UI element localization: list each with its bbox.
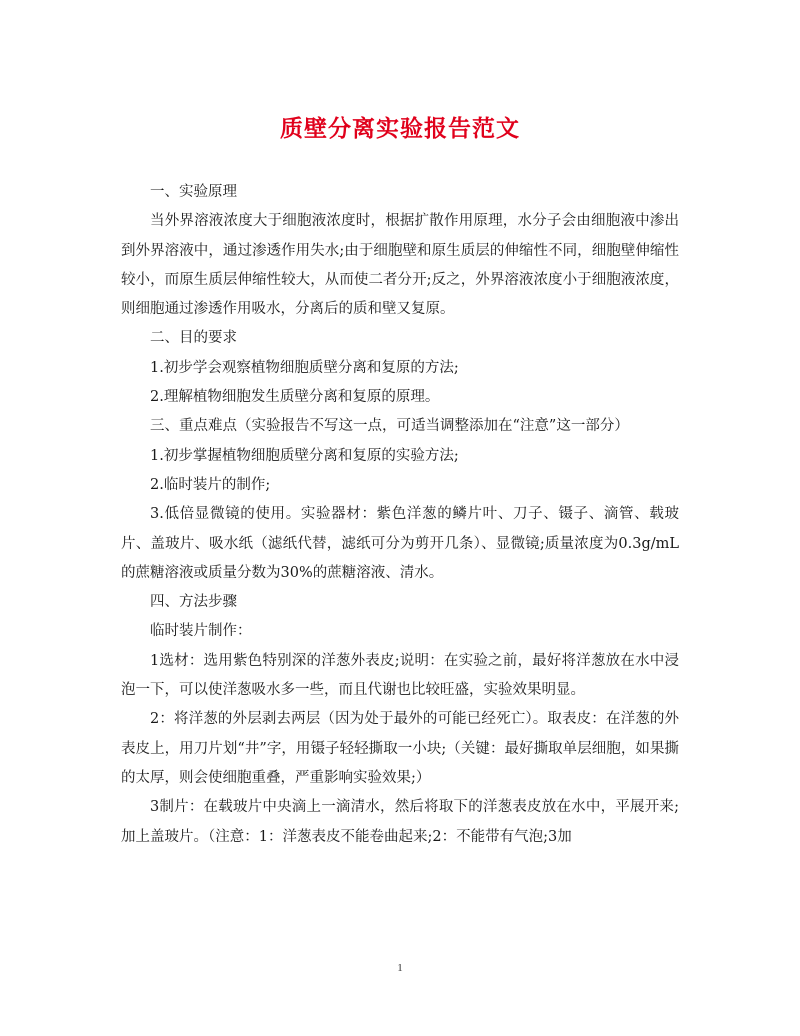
section-heading-goals: 二、目的要求 [150, 330, 237, 347]
key-point-item-1: 1.初步掌握植物细胞质壁分离和复原的实验方法; [150, 447, 459, 464]
page-number: 1 [397, 962, 403, 974]
principle-paragraph: 当外界溶液浓度大于细胞液浓度时，根据扩散作用原理，水分子会由细胞液中渗出到外界溶液中，通过渗透作用失水;由于细胞壁和原生质层的伸缩性不同，细胞壁伸缩性较小，而原生质层伸缩性较大，从而使二者分开;反之，外界溶液浓度小于细胞液浓度，则细胞通过渗透作用吸水，分离后的质和壁又复原。 [121, 213, 679, 318]
goal-item-1: 1.初步学会观察植物细胞质壁分离和复原的方法; [150, 359, 459, 376]
step-paragraph-2: 2：将洋葱的外层剥去两层（因为处于最外的可能已经死亡）。取表皮：在洋葱的外表皮上，用刀片划“井”字，用镊子轻轻撕取一小块;（关键：最好撕取单层细胞，如果撕的太厚，则会使细胞重叠，严重影响实验效果;） [121, 711, 679, 786]
step-paragraph-3: 3制片：在载玻片中央滴上一滴清水，然后将取下的洋葱表皮放在水中，平展开来;加上盖玻片。（注意：1：洋葱表皮不能卷曲起来;2：不能带有气泡;3加 [121, 799, 679, 845]
goal-item-2: 2.理解植物细胞发生质壁分离和复原的原理。 [150, 389, 440, 406]
document-title: 质壁分离实验报告范文 [280, 115, 520, 142]
section-heading-steps: 四、方法步骤 [150, 594, 237, 611]
section-heading-principle: 一、实验原理 [150, 184, 237, 200]
key-point-item-2: 2.临时装片的制作; [150, 476, 271, 493]
steps-subheading: 临时装片制作： [150, 623, 252, 640]
key-point-item-3: 3.低倍显微镜的使用。实验器材：紫色洋葱的鳞片叶、刀子、镊子、滴管、载玻片、盖玻片、吸水纸（滤纸代替，滤纸可分为剪开几条）、显微镜;质量浓度为0.3g/mL的蔗糖溶液或质量分数为30%的蔗糖溶液、清水。 [121, 506, 679, 581]
step-paragraph-1: 1选材：选用紫色特别深的洋葱外表皮;说明：在实验之前，最好将洋葱放在水中浸泡一下，可以使洋葱吸水多一些，而且代谢也比较旺盛，实验效果明显。 [121, 652, 679, 699]
section-heading-key-points: 三、重点难点（实验报告不写这一点，可适当调整添加在“注意”这一部分） [150, 418, 629, 435]
document-body [121, 178, 679, 852]
